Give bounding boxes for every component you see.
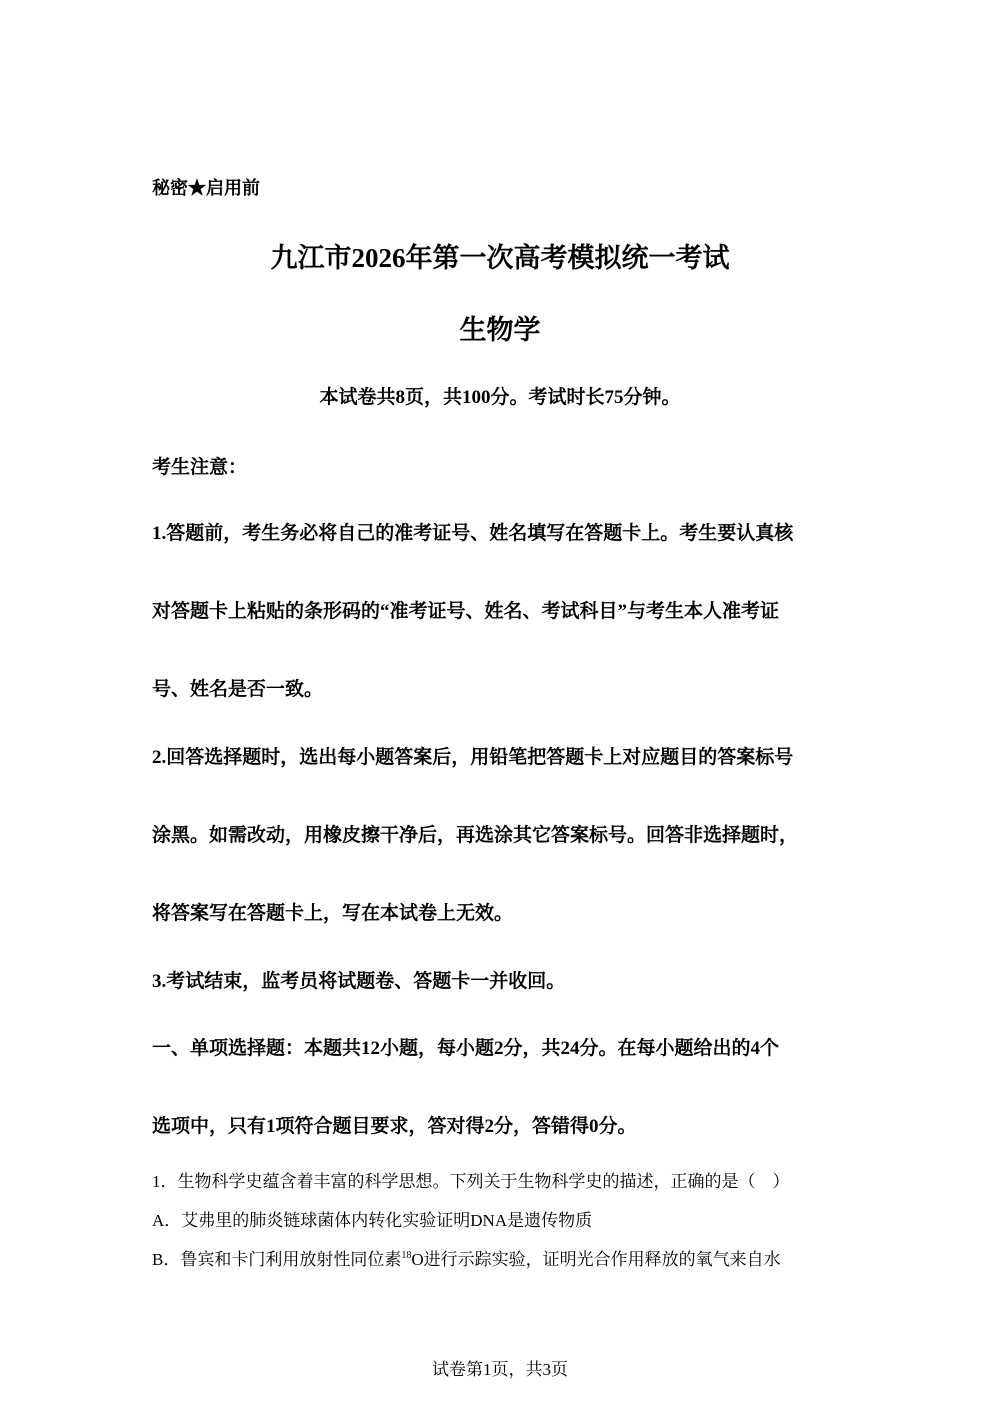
notice-line: 对答题卡上粘贴的条形码的“准考证号、姓名、考试科目”与考生本人准考证 bbox=[152, 601, 780, 622]
notice-line: 1.答题前，考生务必将自己的准考证号、姓名填写在答题卡上。考生要认真核 bbox=[152, 523, 794, 544]
confidential-label: 秘密★启用前 bbox=[152, 178, 260, 198]
subject-title: 生物学 bbox=[459, 315, 541, 345]
option-b bbox=[152, 1245, 781, 1270]
notice-line: 号、姓名是否一致。 bbox=[152, 679, 324, 700]
section-heading-line: 一、单项选择题：本题共12小题，每小题2分，共24分。在每小题给出的4个 bbox=[152, 1038, 780, 1059]
exam-title: 九江市2026年第一次高考模拟统一考试 bbox=[270, 243, 730, 273]
section-heading-line: 选项中，只有1项符合题目要求，答对得2分，答错得0分。 bbox=[152, 1116, 637, 1137]
exam-info: 本试卷共8页，共100分。考试时长75分钟。 bbox=[319, 387, 681, 408]
option-b-text: B．鲁宾和卡门利用放射性同位素 bbox=[152, 1250, 402, 1269]
notice-heading: 考生注意： bbox=[152, 457, 248, 478]
option-b-text: O进行示踪实验，证明光合作用释放的氧气来自水 bbox=[411, 1250, 781, 1269]
page-footer: 试卷第1页，共3页 bbox=[432, 1360, 568, 1379]
isotope-superscript: 18 bbox=[401, 1250, 412, 1261]
notice-line: 3.考试结束，监考员将试题卷、答题卡一并收回。 bbox=[152, 971, 566, 992]
notice-line: 将答案写在答题卡上，写在本试卷上无效。 bbox=[152, 903, 514, 924]
option-a: A．艾弗里的肺炎链球菌体内转化实验证明DNA是遗传物质 bbox=[152, 1211, 593, 1230]
notice-line: 涂黑。如需改动，用橡皮擦干净后，再选涂其它答案标号。回答非选择题时， bbox=[152, 825, 799, 846]
question-stem: 1．生物科学史蕴含着丰富的科学思想。下列关于生物科学史的描述，正确的是（ ） bbox=[152, 1172, 790, 1191]
notice-line: 2.回答选择题时，选出每小题答案后，用铅笔把答题卡上对应题目的答案标号 bbox=[152, 747, 794, 768]
